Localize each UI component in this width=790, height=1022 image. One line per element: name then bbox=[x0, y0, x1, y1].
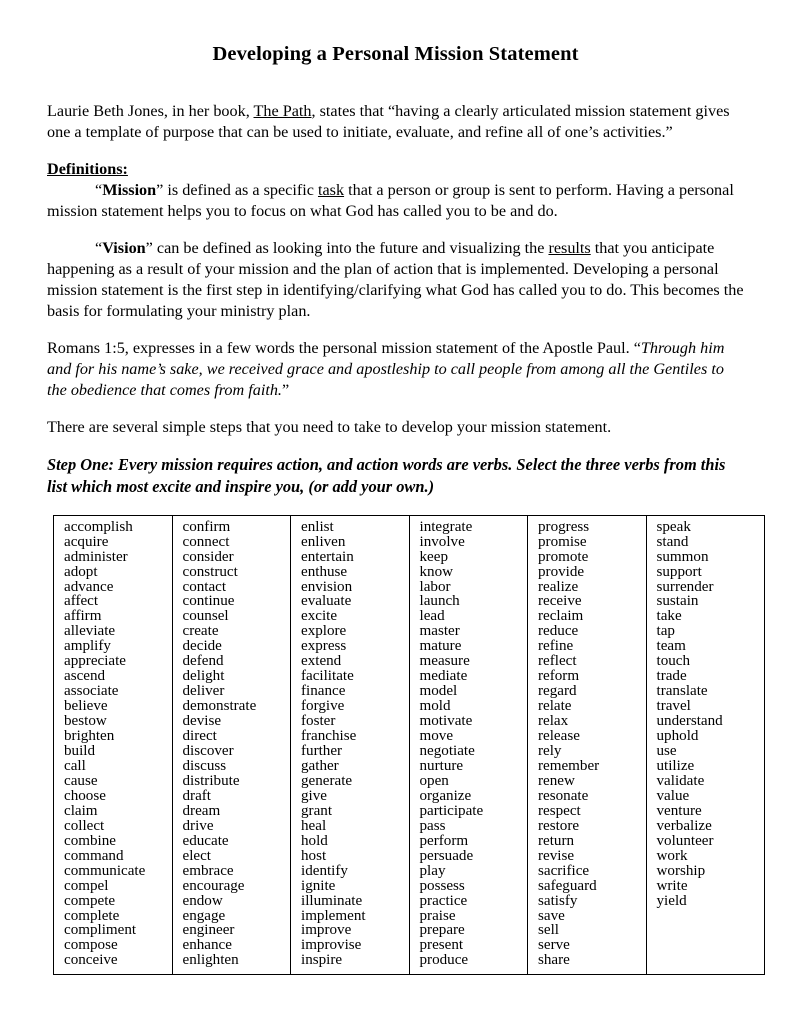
verb-item[interactable]: conceive bbox=[64, 952, 118, 969]
verb-item[interactable]: master bbox=[419, 623, 460, 640]
verb-item[interactable]: keep bbox=[419, 548, 448, 565]
verb-item[interactable]: complete bbox=[64, 907, 120, 924]
verb-item[interactable]: perform bbox=[419, 832, 469, 849]
verb-item[interactable]: compose bbox=[64, 937, 118, 954]
verb-item[interactable]: praise bbox=[419, 907, 456, 924]
verb-item[interactable]: connect bbox=[182, 533, 230, 550]
intro-paragraph bbox=[47, 101, 744, 143]
verb-item[interactable]: lead bbox=[419, 608, 445, 625]
verb-item[interactable]: translate bbox=[656, 683, 708, 700]
verb-item[interactable]: remember bbox=[538, 757, 600, 774]
verb-item[interactable]: move bbox=[419, 728, 454, 745]
intro-text-before-book: Laurie Beth Jones, in her book, bbox=[47, 101, 254, 120]
verb-item[interactable]: relate bbox=[538, 698, 572, 715]
verb-item[interactable]: volunteer bbox=[656, 832, 714, 849]
verb-item[interactable]: advance bbox=[64, 578, 114, 595]
verb-item[interactable]: ignite bbox=[301, 877, 336, 894]
verb-item[interactable]: believe bbox=[64, 698, 108, 715]
verb-item[interactable]: direct bbox=[182, 728, 217, 745]
verb-item[interactable]: relax bbox=[538, 713, 569, 730]
verb-item[interactable]: enthuse bbox=[301, 563, 348, 580]
verb-item[interactable]: sustain bbox=[656, 593, 699, 610]
verb-item[interactable]: improvise bbox=[301, 937, 362, 954]
verb-item[interactable]: reclaim bbox=[538, 608, 584, 625]
verb-item[interactable]: decide bbox=[182, 638, 222, 655]
verb-item[interactable]: value bbox=[656, 787, 690, 804]
verb-table-container bbox=[47, 515, 744, 976]
verb-item[interactable]: safeguard bbox=[538, 877, 597, 894]
verb-item[interactable]: motivate bbox=[419, 713, 473, 730]
verb-item[interactable]: draft bbox=[182, 787, 211, 804]
verb-item[interactable]: refine bbox=[538, 638, 574, 655]
verb-item[interactable]: trade bbox=[656, 668, 687, 685]
verb-item[interactable]: save bbox=[538, 907, 565, 924]
verb-item[interactable]: integrate bbox=[419, 518, 473, 535]
verb-item[interactable]: realize bbox=[538, 578, 579, 595]
verb-item[interactable]: provide bbox=[538, 563, 585, 580]
verb-item[interactable]: present bbox=[419, 937, 464, 954]
verb-list-1 bbox=[64, 520, 172, 969]
verb-item[interactable]: finance bbox=[301, 683, 346, 700]
verb-item[interactable]: labor bbox=[419, 578, 451, 595]
verb-item[interactable]: support bbox=[656, 563, 702, 580]
verb-item[interactable]: promise bbox=[538, 533, 587, 550]
verb-item[interactable]: regard bbox=[538, 683, 577, 700]
verb-item[interactable]: know bbox=[419, 563, 454, 580]
verb-item[interactable]: share bbox=[538, 952, 570, 969]
verb-item[interactable]: encourage bbox=[182, 877, 245, 894]
verb-item[interactable]: renew bbox=[538, 772, 575, 789]
verb-item[interactable]: heal bbox=[301, 817, 327, 834]
verb-item[interactable]: express bbox=[301, 638, 347, 655]
verb-item[interactable]: enliven bbox=[301, 533, 346, 550]
verb-item[interactable]: identify bbox=[301, 862, 348, 879]
verb-item[interactable]: travel bbox=[656, 698, 691, 715]
verb-item[interactable]: demonstrate bbox=[182, 698, 257, 715]
scripture-quote: Through him and for his name’s sake, we received grace and apostleship to call people from among all the Gentiles to the obedience that comes from faith. bbox=[47, 339, 725, 400]
vision-text-part2: that you anticipate happening as a result of your mission and the plan of action that is implemented. Developing a personal mission statement is the first step in identifying/clarifying what God has called you to do. This becomes the basis for formulating your ministry plan. bbox=[47, 238, 744, 321]
verb-item[interactable]: excite bbox=[301, 608, 338, 625]
verb-item[interactable]: verbalize bbox=[656, 817, 712, 834]
spacer bbox=[47, 143, 744, 159]
verb-item[interactable]: deliver bbox=[182, 683, 225, 700]
verb-item[interactable]: collect bbox=[64, 817, 105, 834]
verb-item[interactable]: build bbox=[64, 743, 96, 760]
verb-item[interactable]: reflect bbox=[538, 653, 577, 670]
verb-item[interactable]: command bbox=[64, 847, 124, 864]
verb-item[interactable]: confirm bbox=[182, 518, 231, 535]
verb-item[interactable]: facilitate bbox=[301, 668, 354, 685]
verb-item[interactable]: persuade bbox=[419, 847, 474, 864]
verb-item[interactable]: take bbox=[656, 608, 682, 625]
verb-item[interactable]: construct bbox=[182, 563, 238, 580]
verb-list-4 bbox=[420, 520, 528, 969]
verb-item[interactable]: alleviate bbox=[64, 623, 116, 640]
verb-item[interactable]: sell bbox=[538, 922, 559, 939]
verb-item[interactable]: yield bbox=[656, 892, 687, 909]
mission-open-quote: “ bbox=[95, 180, 103, 199]
verb-item[interactable]: practice bbox=[419, 892, 468, 909]
verb-item[interactable]: prepare bbox=[419, 922, 465, 939]
verb-item[interactable]: cause bbox=[64, 772, 98, 789]
verb-item[interactable]: validate bbox=[656, 772, 705, 789]
verb-item[interactable]: entertain bbox=[301, 548, 354, 565]
verb-item[interactable]: respect bbox=[538, 802, 581, 819]
vision-text-part1: ” can be defined as looking into the future and visualizing the bbox=[145, 238, 549, 257]
verb-item[interactable]: touch bbox=[656, 653, 691, 670]
verb-item[interactable]: explore bbox=[301, 623, 347, 640]
scripture-paragraph bbox=[47, 338, 744, 401]
verb-item[interactable]: negotiate bbox=[419, 743, 475, 760]
mission-term: Mission bbox=[102, 180, 157, 199]
verb-item[interactable]: summon bbox=[656, 548, 709, 565]
verb-item[interactable]: compel bbox=[64, 877, 109, 894]
verb-item[interactable]: sacrifice bbox=[538, 862, 590, 879]
verb-item[interactable]: venture bbox=[656, 802, 702, 819]
verb-item[interactable]: enhance bbox=[182, 937, 232, 954]
verb-item[interactable]: mature bbox=[419, 638, 462, 655]
verb-item[interactable]: resonate bbox=[538, 787, 589, 804]
verb-item[interactable]: affirm bbox=[64, 608, 102, 625]
verb-item[interactable]: rely bbox=[538, 743, 562, 760]
verb-item[interactable]: restore bbox=[538, 817, 580, 834]
verb-item[interactable]: accomplish bbox=[64, 518, 133, 535]
verb-item[interactable]: host bbox=[301, 847, 327, 864]
verb-item[interactable]: organize bbox=[419, 787, 472, 804]
verb-item[interactable]: compete bbox=[64, 892, 116, 909]
verb-item[interactable]: worship bbox=[656, 862, 706, 879]
verb-item[interactable]: play bbox=[419, 862, 446, 879]
verb-column-1 bbox=[54, 515, 173, 975]
verb-item[interactable]: possess bbox=[419, 877, 465, 894]
verb-item[interactable]: promote bbox=[538, 548, 589, 565]
scripture-close-quote: ” bbox=[281, 381, 290, 400]
verb-item[interactable]: give bbox=[301, 787, 327, 804]
verb-item[interactable]: hold bbox=[301, 832, 328, 849]
verb-item[interactable]: participate bbox=[419, 802, 484, 819]
verb-item[interactable]: understand bbox=[656, 713, 723, 730]
mission-underlined-word: task bbox=[317, 180, 345, 199]
table-row bbox=[54, 515, 765, 975]
verb-item[interactable]: surrender bbox=[656, 578, 714, 595]
verb-item[interactable]: foster bbox=[301, 713, 336, 730]
transition-paragraph: There are several simple steps that you need to take to develop your mission statement. bbox=[47, 418, 612, 437]
verb-item[interactable]: engineer bbox=[182, 922, 235, 939]
verb-column-2 bbox=[172, 515, 291, 975]
verb-item[interactable]: communicate bbox=[64, 862, 146, 879]
verb-item[interactable]: defend bbox=[182, 653, 224, 670]
verb-item[interactable]: receive bbox=[538, 593, 582, 610]
verb-item[interactable]: administer bbox=[64, 548, 128, 565]
verb-column-3 bbox=[291, 515, 410, 975]
mission-definition-paragraph bbox=[47, 180, 744, 222]
verb-list-2 bbox=[183, 520, 291, 969]
definitions-heading: Definitions: bbox=[47, 159, 128, 178]
verb-item[interactable]: bestow bbox=[64, 713, 107, 730]
verb-item[interactable]: evaluate bbox=[301, 593, 352, 610]
verb-item[interactable]: create bbox=[182, 623, 219, 640]
verb-item[interactable]: discover bbox=[182, 743, 234, 760]
verb-item[interactable]: compliment bbox=[64, 922, 137, 939]
verb-item[interactable]: revise bbox=[538, 847, 575, 864]
verb-item[interactable]: illuminate bbox=[301, 892, 363, 909]
verb-item[interactable]: ascend bbox=[64, 668, 106, 685]
verb-item[interactable]: release bbox=[538, 728, 580, 745]
intro-text-after-book: , states that “having a clearly articulated mission statement gives one a template of purpose that can be used to initiate, evaluate, and refine all of one’s activities.” bbox=[47, 101, 730, 141]
book-title-underlined: The Path bbox=[253, 101, 312, 120]
verb-item[interactable]: endow bbox=[182, 892, 223, 909]
verb-item[interactable]: delight bbox=[182, 668, 225, 685]
verb-column-5 bbox=[528, 515, 647, 975]
verb-item[interactable]: engage bbox=[182, 907, 226, 924]
spacer bbox=[47, 222, 744, 238]
verb-item[interactable]: appreciate bbox=[64, 653, 127, 670]
verb-item[interactable]: counsel bbox=[182, 608, 229, 625]
verb-item[interactable]: enlighten bbox=[182, 952, 239, 969]
verb-item[interactable]: contact bbox=[182, 578, 227, 595]
verb-item[interactable]: elect bbox=[182, 847, 211, 864]
verb-item[interactable]: call bbox=[64, 757, 86, 774]
verb-item[interactable]: use bbox=[656, 743, 677, 760]
verb-column-6 bbox=[646, 515, 765, 975]
vision-underlined-word: results bbox=[548, 238, 591, 257]
verb-item[interactable]: educate bbox=[182, 832, 229, 849]
verb-item[interactable]: uphold bbox=[656, 728, 699, 745]
verb-item[interactable]: envision bbox=[301, 578, 353, 595]
verb-item[interactable]: enlist bbox=[301, 518, 334, 535]
vision-open-quote: “ bbox=[95, 238, 103, 257]
verb-item[interactable]: brighten bbox=[64, 728, 115, 745]
verb-item[interactable]: return bbox=[538, 832, 575, 849]
verb-item[interactable]: model bbox=[419, 683, 458, 700]
mission-text-part2: that a person or group is sent to perform. Having a personal mission statement helps you to focus on what God has called you to be and do. bbox=[47, 180, 734, 220]
verb-item[interactable]: team bbox=[656, 638, 686, 655]
verb-item[interactable]: inspire bbox=[301, 952, 343, 969]
page-title: Developing a Personal Mission Statement bbox=[212, 43, 579, 65]
verb-item[interactable]: distribute bbox=[182, 772, 240, 789]
spacer bbox=[47, 438, 744, 454]
verb-item[interactable]: forgive bbox=[301, 698, 345, 715]
spacer bbox=[47, 401, 744, 417]
verb-item[interactable]: grant bbox=[301, 802, 333, 819]
verb-item[interactable]: claim bbox=[64, 802, 98, 819]
verb-list-3 bbox=[301, 520, 409, 969]
vision-definition-paragraph bbox=[47, 238, 744, 322]
verb-item[interactable]: choose bbox=[64, 787, 106, 804]
verb-item[interactable]: involve bbox=[419, 533, 465, 550]
verb-item[interactable]: discuss bbox=[182, 757, 227, 774]
verb-item[interactable]: work bbox=[656, 847, 688, 864]
verb-item[interactable]: nurture bbox=[419, 757, 464, 774]
verb-item[interactable]: acquire bbox=[64, 533, 109, 550]
verb-item[interactable]: amplify bbox=[64, 638, 111, 655]
verb-item[interactable]: combine bbox=[64, 832, 116, 849]
vision-term: Vision bbox=[102, 238, 146, 257]
verb-item[interactable]: mediate bbox=[419, 668, 468, 685]
verb-item[interactable]: continue bbox=[182, 593, 235, 610]
verb-item[interactable]: mold bbox=[419, 698, 451, 715]
spacer bbox=[47, 322, 744, 338]
verb-item[interactable]: serve bbox=[538, 937, 570, 954]
verb-table bbox=[53, 515, 765, 976]
verb-item[interactable]: generate bbox=[301, 772, 353, 789]
verb-item[interactable]: write bbox=[656, 877, 688, 894]
verb-item[interactable]: adopt bbox=[64, 563, 98, 580]
verb-item[interactable]: devise bbox=[182, 713, 222, 730]
verb-item[interactable]: reduce bbox=[538, 623, 579, 640]
verb-item[interactable]: franchise bbox=[301, 728, 357, 745]
verb-item[interactable]: speak bbox=[656, 518, 691, 535]
verb-item[interactable]: produce bbox=[419, 952, 469, 969]
verb-item[interactable]: tap bbox=[656, 623, 675, 640]
verb-list-5 bbox=[538, 520, 646, 969]
scripture-lead-in: Romans 1:5, expresses in a few words the personal mission statement of the Apostle Paul. “ bbox=[47, 339, 641, 358]
verb-item[interactable]: pass bbox=[419, 817, 446, 834]
verb-item[interactable]: launch bbox=[419, 593, 460, 610]
verb-column-4 bbox=[409, 515, 528, 975]
verb-item[interactable]: embrace bbox=[182, 862, 234, 879]
verb-item[interactable]: stand bbox=[656, 533, 689, 550]
verb-item[interactable]: progress bbox=[538, 518, 590, 535]
verb-item[interactable]: reform bbox=[538, 668, 580, 685]
verb-list-6 bbox=[657, 520, 765, 909]
verb-item[interactable]: utilize bbox=[656, 757, 695, 774]
verb-item[interactable]: satisfy bbox=[538, 892, 578, 909]
verb-item[interactable]: extend bbox=[301, 653, 342, 670]
verb-item[interactable]: implement bbox=[301, 907, 366, 924]
mission-text-part1: ” is defined as a specific bbox=[156, 180, 318, 199]
verb-item[interactable]: measure bbox=[419, 653, 470, 670]
verb-item[interactable]: gather bbox=[301, 757, 339, 774]
verb-item[interactable]: improve bbox=[301, 922, 352, 939]
verb-item[interactable]: further bbox=[301, 743, 343, 760]
verb-item[interactable]: consider bbox=[182, 548, 234, 565]
verb-item[interactable]: drive bbox=[182, 817, 214, 834]
verb-item[interactable]: open bbox=[419, 772, 449, 789]
verb-item[interactable]: dream bbox=[182, 802, 221, 819]
verb-item[interactable]: associate bbox=[64, 683, 119, 700]
verb-item[interactable]: affect bbox=[64, 593, 99, 610]
step-one-heading: Step One: Every mission requires action, and action words are verbs. Select the three verbs from this list which most excite and inspire you, (or add your own.) bbox=[47, 455, 726, 497]
